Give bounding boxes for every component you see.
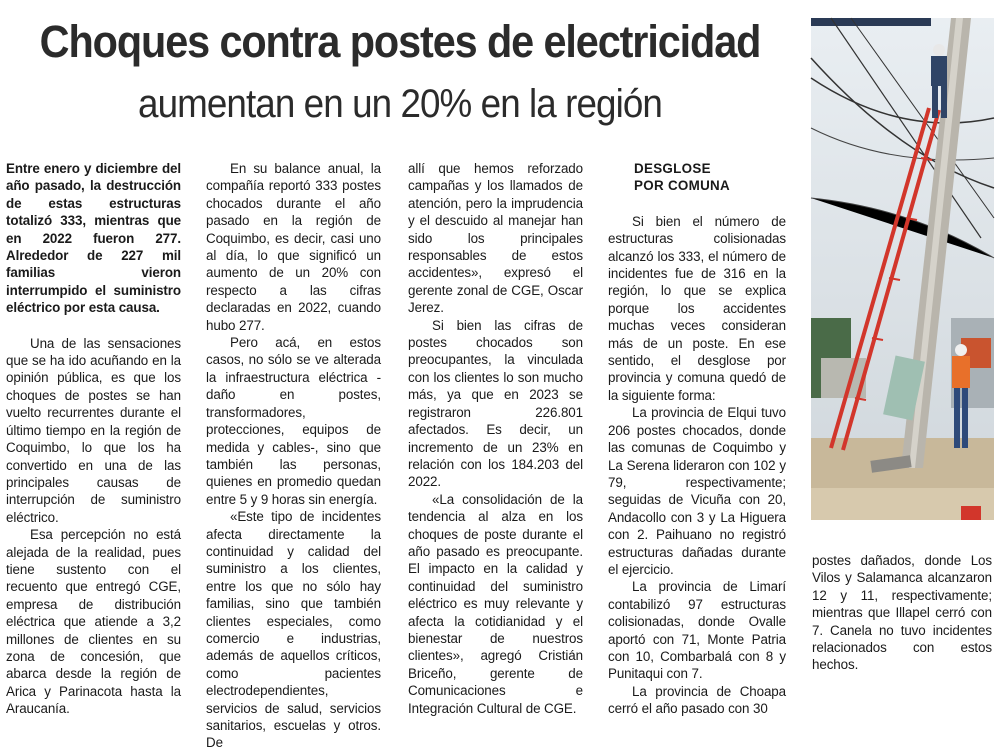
article-column-3 bbox=[408, 160, 583, 717]
article-column-4 bbox=[608, 160, 786, 718]
headline-line-1: Choques contra postes de electricidad bbox=[39, 16, 761, 67]
subheading-line-2: POR COMUNA bbox=[634, 178, 730, 194]
paragraph: Una de las sensaciones que se ha ido acuñando en la opinión pública, es que los choques de postes se han vuelto recurrentes durante el último tiempo en la región de Coquimbo, lo que los ha convertido en una de las principales causas de interrupción de suministro eléctrico. bbox=[6, 335, 181, 525]
paragraph: Pero acá, en estos casos, no sólo se ve alterada la infraestructura eléctrica - daño en postes, transformadores, protecciones, equipos de medida y cables-, sino que también las personas, quienes en promedio quedan entre 5 y 9 horas sin energía. bbox=[206, 335, 381, 507]
paragraph: La provincia de Choapa cerró el año pasado con 30 bbox=[608, 683, 786, 717]
headline bbox=[0, 12, 800, 132]
paragraph: «La consolidación de la tendencia al alza en los choques de poste durante el año pasado es preocupante. El impacto en la calidad y continuidad del suministro eléctrico es muy relevante y afecta la cotidianidad y el bienestar de nuestros clientes», agregó Cristián Briceño, gerente de Comunicaciones e Integración Cultural de CGE. bbox=[408, 491, 583, 716]
article-column-5 bbox=[812, 552, 992, 674]
headline-line-2: aumentan en un 20% en la región bbox=[138, 82, 662, 126]
paragraph: allí que hemos reforzado campañas y los llamados de atención, pero la imprudencia y el descuido al manejar han sido los principales responsables de estos accidentes», expresó el gerente zonal de CGE, Oscar Jerez. bbox=[408, 161, 583, 316]
subheading-line-1: DESGLOSE bbox=[634, 161, 711, 176]
paragraph: La provincia de Limarí contabilizó 97 estructuras colisionadas, donde Ovalle aportó con 71, Monte Patria con 10, Combarbalá con 8 y Punitaqui con 7. bbox=[608, 579, 786, 682]
article-column-2 bbox=[206, 160, 381, 752]
paragraph: postes dañados, donde Los Vilos y Salamanca alcanzaron 12 y 11, respectivamente; mientras que Illapel cerró con 7. Canela no tuvo incidentes relacionados con estos hechos. bbox=[812, 553, 992, 673]
utility-pole-photo bbox=[811, 18, 994, 520]
article-lead: Entre enero y diciembre del año pasado, la destrucción de estas estructuras totalizó 333, mientras que en 2022 fueron 277. Alrededor de 227 mil familias vieron interrumpido el suministro eléctrico por esta causa. bbox=[6, 161, 181, 316]
paragraph: Si bien el número de estructuras colisionadas alcanzó los 333, el número de incidentes fue de 316 en la región, lo que se explica porque los accidentes muchas veces consideran más de un poste. En ese sentido, el desglose por provincia y comuna quedó de la siguiente forma: bbox=[608, 213, 786, 403]
paragraph: Esa percepción no está alejada de la realidad, pues tiene sustento con el recuento que entregó CGE, empresa de distribución eléctrica que atiende a 3,2 millones de clientes en su zona de concesión, que abarca desde la región de Arica y Parinacota hasta la Araucanía. bbox=[6, 527, 181, 717]
paragraph: «Este tipo de incidentes afecta directamente la continuidad y calidad del suministro a los clientes, entre los que no sólo hay familias, sino que también clientes especiales, como comercio e industrias, además de aquellos críticos, como pacientes electrodependientes, servicios de salud, servicios sanitarios, escuelas y otros. De bbox=[206, 509, 381, 751]
paragraph: Si bien las cifras de postes chocados son preocupantes, la vinculada con los clientes lo son mucho más, ya que en 2023 se registraron 226.801 afectados. Es decir, un incremento de un 23% en relación con los 184.203 del 2022. bbox=[408, 317, 583, 490]
news-photo bbox=[811, 18, 994, 520]
paragraph: La provincia de Elqui tuvo 206 postes chocados, donde las comunas de Coquimbo y La Serena lideraron con 102 y 79, respectivamente; seguidas de Vicuña con 20, Andacollo con 3 y La Higuera con 2. Paihuano no registró estructuras dañadas durante el ejercicio. bbox=[608, 405, 786, 577]
article-column-1 bbox=[6, 160, 181, 718]
paragraph: En su balance anual, la compañía reportó 333 postes chocados durante el año pasado en la región de Coquimbo, es decir, casi uno al día, lo que significó un aumento de un 20% con respecto a las cifras declaradas en 2022, cuando hubo 277. bbox=[206, 161, 381, 333]
